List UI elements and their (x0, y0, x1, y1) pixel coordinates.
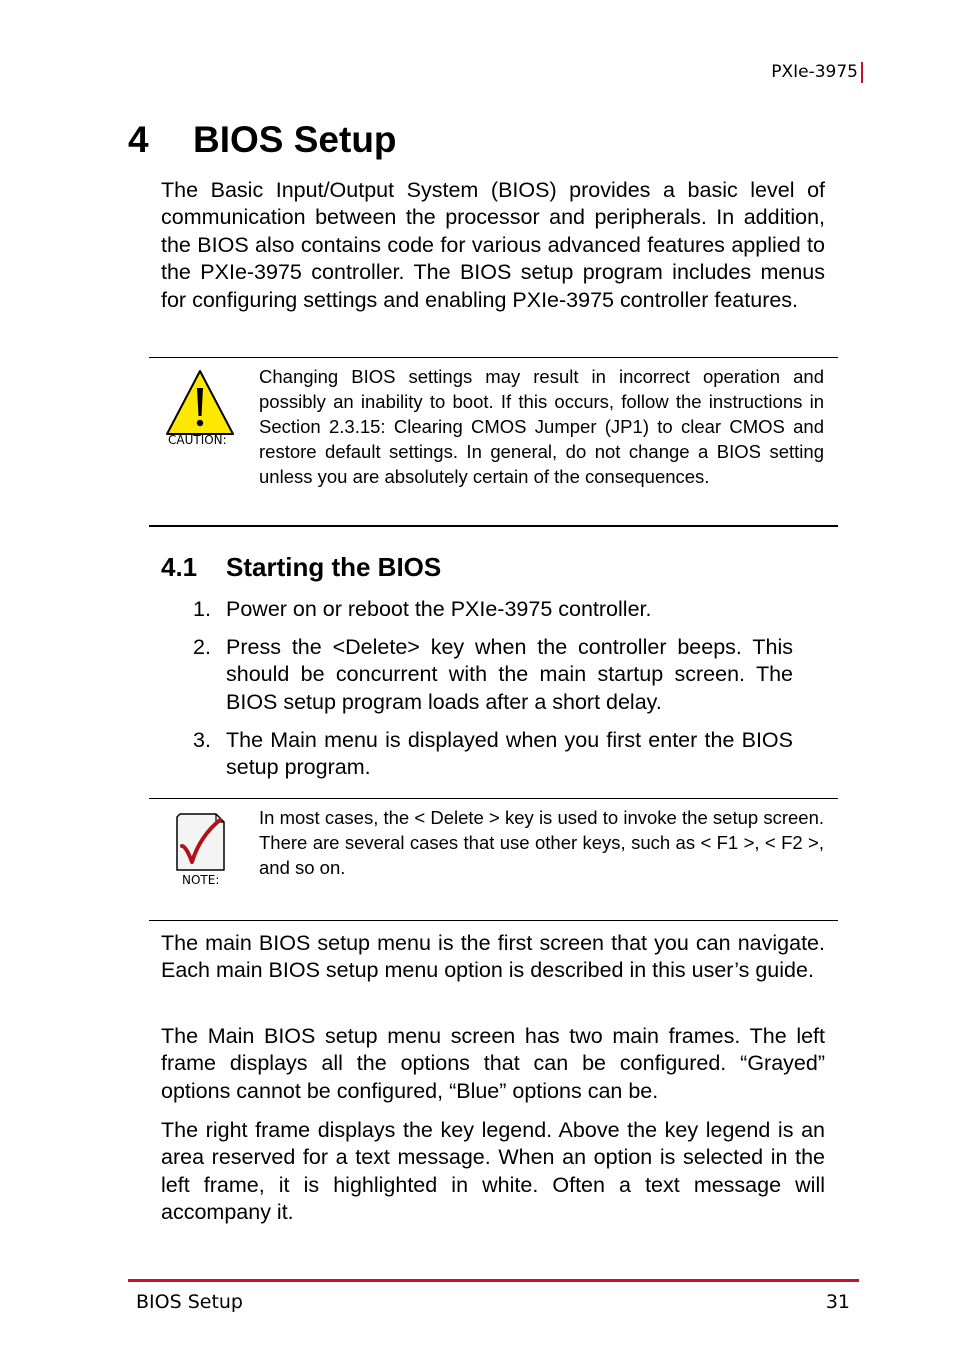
caution-top-rule (149, 357, 838, 358)
list-item (193, 727, 793, 782)
note-text: In most cases, the < Delete > key is used to invoke the setup screen. There are several cases that use other keys, such as < F1 >, < F2 >, and so on. (259, 807, 824, 878)
step-text: Power on or reboot the PXIe-3975 controller. (226, 597, 652, 621)
caution-text: Changing BIOS settings may result in incorrect operation and possibly an inability to boot. If this occurs, follow the instructions in Section 2.3.15: Clearing CMOS Jumper (JP1) to clear CMOS and restore default settings. In general, do not change a BIOS setting unless you are absolutely certain of the consequences. (259, 366, 824, 487)
header-accent-bar (861, 62, 863, 83)
body-paragraph: The right frame displays the key legend. Above the key legend is an area reserved for a text message. When an option is selected in the left frame, it is highlighted in white. Often a text message will accompany it. (161, 1118, 825, 1225)
step-number: 3. (193, 728, 211, 752)
footer-rule (128, 1279, 859, 1282)
note-bottom-rule (149, 920, 838, 921)
note-label: NOTE: (182, 873, 220, 887)
section-title (161, 551, 441, 583)
step-number: 1. (193, 597, 211, 621)
chapter-title (128, 118, 397, 162)
caution-bottom-rule (149, 525, 838, 527)
note-top-rule (149, 798, 838, 799)
step-number: 2. (193, 635, 211, 659)
chapter-number: 4 (128, 119, 149, 160)
step-text: Press the <Delete> key when the controller beeps. This should be concurrent with the main startup screen. The BIOS setup program loads after a short delay. (226, 635, 793, 714)
body-paragraph: The Main BIOS setup menu screen has two main frames. The left frame displays all the options that can be configured. “Grayed” options cannot be configured, “Blue” options can be. (161, 1024, 825, 1103)
caution-label: CAUTION: (168, 433, 227, 447)
intro-paragraph: The Basic Input/Output System (BIOS) provides a basic level of communication between the processor and peripherals. In addition, the BIOS also contains code for various advanced features applied to the PXIe-3975 controller. The BIOS setup program includes menus for configuring settings and enabling PXIe-3975 controller features. (161, 178, 825, 312)
list-item (193, 596, 793, 623)
chapter-title-text: BIOS Setup (193, 119, 397, 160)
section-title-text: Starting the BIOS (226, 552, 442, 582)
body-paragraph: The main BIOS setup menu is the first screen that you can navigate. Each main BIOS setup menu option is described in this user’s guide. (161, 931, 825, 983)
step-text: The Main menu is displayed when you first enter the BIOS setup program. (226, 728, 793, 780)
footer-section: BIOS Setup (136, 1291, 243, 1313)
section-number: 4.1 (161, 552, 198, 582)
page-number: 31 (825, 1291, 850, 1313)
list-item (193, 634, 793, 716)
header-product-name: PXIe-3975 (771, 62, 858, 82)
